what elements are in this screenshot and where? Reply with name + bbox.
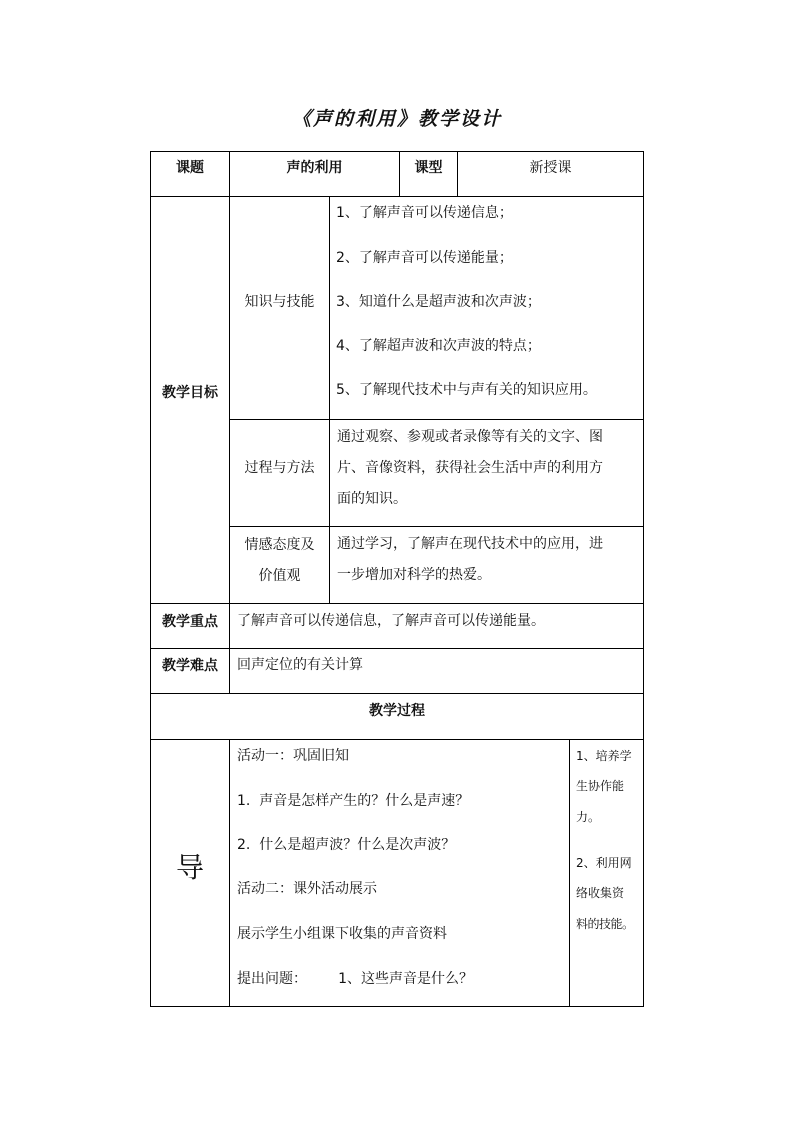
guide-label: 导 bbox=[175, 851, 204, 884]
table-col-divider-notes bbox=[569, 739, 570, 1007]
table-col-divider-2 bbox=[329, 196, 330, 604]
guide-line: 活动一：巩固旧知 bbox=[237, 748, 349, 764]
table-rule-header bbox=[150, 196, 644, 197]
table-rule-difficulty bbox=[150, 693, 644, 694]
key-point-value: 了解声音可以传递信息，了解声音可以传递能量。 bbox=[237, 613, 545, 629]
guide-note-line: 生协作能 bbox=[576, 779, 625, 793]
table-rule-goals bbox=[150, 603, 644, 604]
knowledge-label: 知识与技能 bbox=[244, 294, 315, 310]
knowledge-item: 3、知道什么是超声波和次声波； bbox=[336, 294, 541, 310]
knowledge-item: 1、了解声音可以传递信息； bbox=[336, 205, 513, 221]
table-col-divider-1 bbox=[229, 151, 230, 694]
table-col-divider-1-lower bbox=[229, 739, 230, 1007]
knowledge-item: 4、了解超声波和次声波的特点； bbox=[336, 338, 541, 354]
guide-line: 展示学生小组课下收集的声音资料 bbox=[237, 926, 447, 942]
guide-note-line: 络收集资 bbox=[576, 886, 625, 900]
difficulty-value: 回声定位的有关计算 bbox=[237, 657, 363, 673]
topic-label: 课题 bbox=[176, 160, 204, 176]
guide-line: 提出问题： 1、这些声音是什么？ bbox=[237, 971, 474, 987]
table-rule-knowledge bbox=[229, 419, 644, 420]
guide-line: 1. 声音是怎样产生的？什么是声速？ bbox=[237, 793, 470, 809]
table-border-right bbox=[643, 151, 644, 1007]
table-rule-keypoint bbox=[150, 648, 644, 649]
process-method-line: 面的知识。 bbox=[337, 491, 407, 507]
difficulty-label: 教学难点 bbox=[162, 658, 218, 674]
knowledge-item: 5、了解现代技术中与声有关的知识应用。 bbox=[336, 382, 597, 398]
type-label: 课型 bbox=[414, 160, 443, 176]
guide-note-line: 料的技能。 bbox=[576, 917, 634, 931]
process-method-line: 片、音像资料，获得社会生活中声的利用方 bbox=[337, 460, 603, 476]
guide-note-line: 1、培养学 bbox=[576, 749, 632, 763]
process-method-line: 通过观察、参观或者录像等有关的文字、图 bbox=[337, 429, 603, 445]
page-title: 《声的利用》教学设计 bbox=[291, 108, 502, 130]
attitude-line: 一步增加对科学的热爱。 bbox=[337, 567, 491, 583]
attitude-line: 通过学习，了解声在现代技术中的应用，进 bbox=[337, 536, 603, 552]
process-header: 教学过程 bbox=[369, 703, 425, 719]
guide-note-line: 2、利用网 bbox=[576, 856, 632, 870]
guide-line: 活动二：课外活动展示 bbox=[237, 881, 377, 897]
goals-label: 教学目标 bbox=[162, 385, 218, 401]
knowledge-item: 2、了解声音可以传递能量； bbox=[336, 250, 513, 266]
process-method-label: 过程与方法 bbox=[244, 460, 315, 476]
attitude-label-line: 价值观 bbox=[258, 568, 301, 584]
attitude-label-line: 情感态度及 bbox=[244, 537, 315, 553]
table-rule-process bbox=[229, 526, 644, 527]
type-value: 新授课 bbox=[529, 160, 572, 176]
guide-note-line: 力。 bbox=[576, 810, 601, 824]
guide-line: 2. 什么是超声波？什么是次声波？ bbox=[237, 837, 456, 853]
key-point-label: 教学重点 bbox=[162, 614, 218, 630]
topic-value: 声的利用 bbox=[286, 160, 343, 176]
